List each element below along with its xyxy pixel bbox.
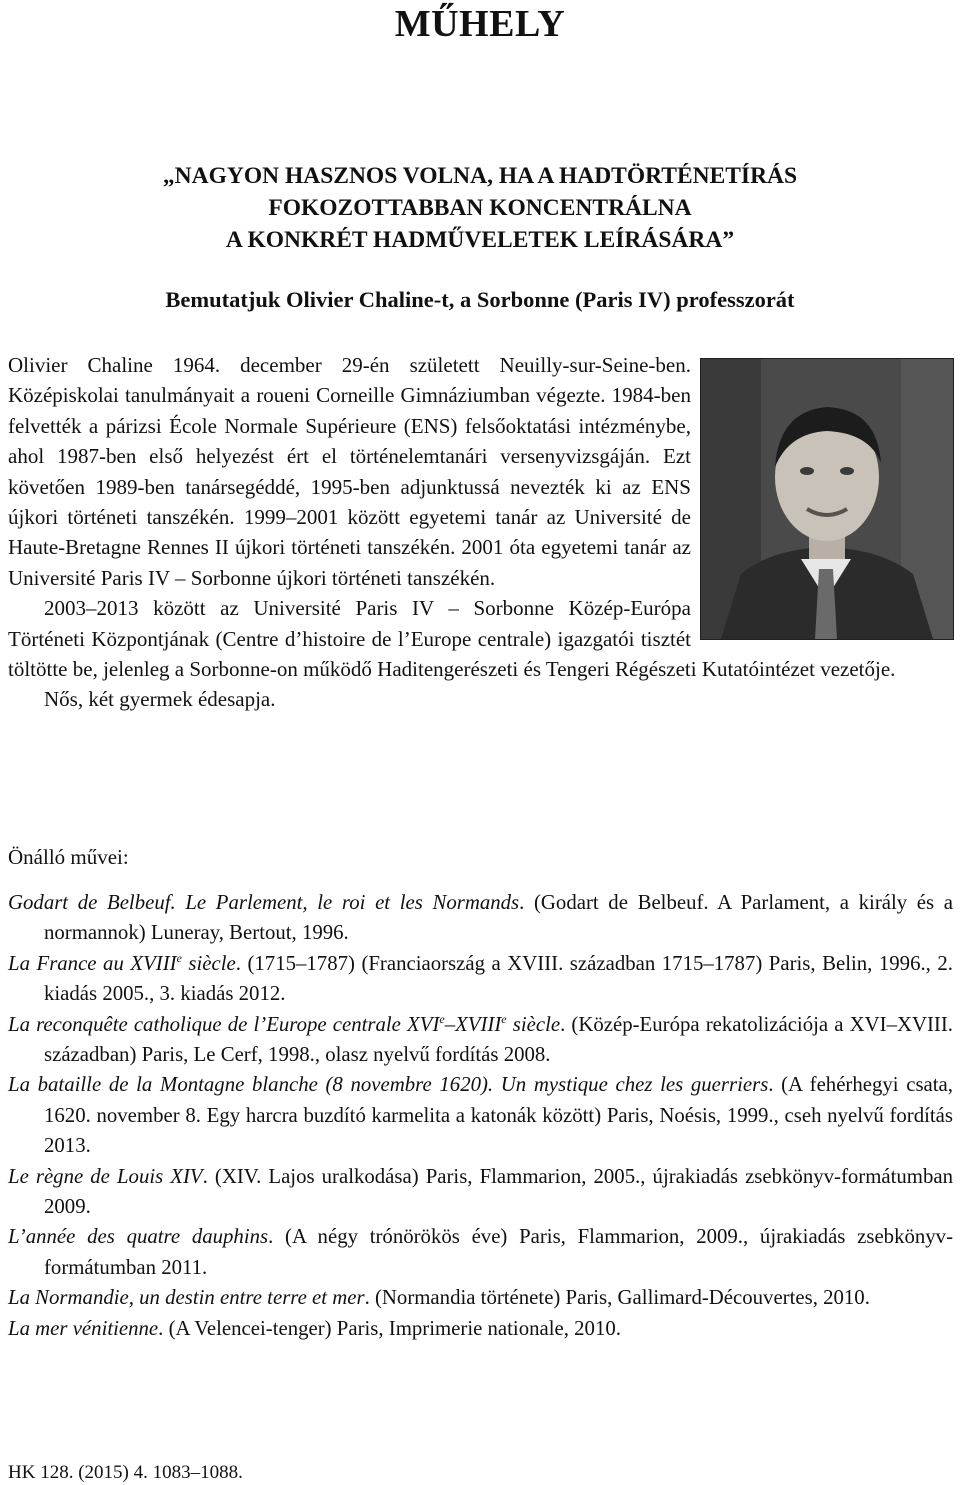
article-title-line-2: FOKOZOTTABBAN KONCENTRÁLNA (268, 195, 692, 221)
work-title-part: –XVIII (444, 1012, 502, 1036)
works-item (8, 888, 953, 949)
works-label: Önálló művei: (8, 845, 129, 869)
work-details: . (XIV. Lajos uralkodása) Paris, Flammarion, 2005., újrakiadás zsebkönyv-formátumban 2009. (44, 1164, 953, 1219)
work-title-part: siècle (181, 951, 236, 975)
section-heading: MŰHELY (394, 3, 566, 45)
bio-paragraph-3: Nős, két gyermek édesapja. (44, 687, 276, 712)
bio-paragraph-2: 2003–2013 között az Université Paris IV – Sorbonne Közép-Európa Történeti Központjának (Centre d’histoire de l’Europe centrale) igazgatói tisztét töltötte be, jelenleg a Sorbonne-on működő Haditengerészeti és Tengeri Régészeti Kutatóintézet vezetője. (8, 596, 896, 682)
work-title: Godart de Belbeuf. Le Parlement, le roi et les Normands (8, 891, 520, 914)
portrait-image (701, 359, 953, 639)
works-item (8, 1222, 953, 1283)
works-item (8, 1010, 953, 1071)
work-title-part: La reconquête catholique de l’Europe centrale XVI (8, 1012, 440, 1036)
article-subtitle: Bemutatjuk Olivier Chaline-t, a Sorbonne (Paris IV) professzorát (165, 287, 795, 312)
work-details: . (1715–1787) (Franciaország a XVIII. században 1715–1787) Paris, Belin, 1996., 2. kiadás 2005., 3. kiadás 2012. (44, 951, 953, 1006)
work-title: La bataille de la Montagne blanche (8 novembre 1620). Un mystique chez les guerriers (8, 1073, 769, 1097)
work-details: . (A fehérhegyi csata, 1620. november 8. Egy harcra buzdító karmelita a katonák között) Paris, Noésis, 1999., cseh nyelvű fordítás 2013. (44, 1073, 953, 1158)
right-eye (840, 467, 854, 475)
work-title: La mer vénitienne (8, 1316, 159, 1340)
work-title: La Normandie, un destin entre terre et mer (8, 1286, 365, 1310)
article-title-line-1: „NAGYON HASZNOS VOLNA, HA A HADTÖRTÉNETÍRÁS (162, 163, 798, 189)
work-details: . (A Velencei-tenger) Paris, Imprimerie nationale, 2010. (158, 1316, 621, 1340)
work-details: . (A négy trónörökös éve) Paris, Flammarion, 2009., újrakiadás zsebkönyv-formátumban 2011. (44, 1225, 953, 1279)
works-item (8, 949, 953, 1010)
page-citation: HK 128. (2015) 4. 1083–1088. (8, 1462, 243, 1483)
portrait-photo (700, 358, 954, 640)
bio-paragraph-1: Olivier Chaline 1964. december 29-én született Neuilly-sur-Seine-ben. Középiskolai tanulmányait a roueni Corneille Gimnáziumban végezte. 1984-ben felvették a párizsi École Normale Supérieure (ENS) felsőoktatási intézménybe, ahol 1987-ben első helyezést ért el történelemtanári versenyvizsgáján. Ezt követően 1989-ben tanársegéddé, 1995-ben adjunktussá nevezték ki az ENS újkori történeti tanszékén. 1999–2001 között egyetemi tanár az Université de Haute-Bretagne Rennes II újkori történeti tanszékén. 2001 óta egyetemi tanár az Université Paris IV – Sorbonne újkori történeti tanszékén. (8, 353, 691, 590)
works-item (8, 1314, 953, 1344)
works-list (8, 888, 953, 1344)
work-title (8, 1013, 560, 1036)
works-item (8, 1070, 953, 1161)
work-title (8, 952, 236, 975)
article-title (60, 160, 900, 256)
works-item (8, 1283, 953, 1313)
work-title-part: siècle (506, 1012, 561, 1036)
superscript: e (501, 1011, 507, 1026)
work-title-part: La France au XVIII (8, 951, 177, 975)
work-details: . (Közép-Európa rekatolizációja a XVI–XVIII. században) Paris, Le Cerf, 1998., olasz nyelvű fordítás 2008. (44, 1012, 953, 1067)
left-eye (800, 467, 814, 475)
superscript: e (439, 1011, 445, 1026)
works-item (8, 1162, 953, 1223)
superscript: e (176, 950, 182, 965)
work-title: L’année des quatre dauphins (8, 1225, 269, 1249)
work-details: . (Godart de Belbeuf. A Parlament, a király és a normannok) Luneray, Bertout, 1996. (44, 891, 953, 945)
work-title: Le règne de Louis XIV (8, 1164, 203, 1188)
article-title-line-3: A KONKRÉT HADMŰVELETEK LEÍRÁSÁRA” (225, 227, 735, 253)
work-details: . (Normandia története) Paris, Gallimard-Découvertes, 2010. (364, 1286, 870, 1310)
